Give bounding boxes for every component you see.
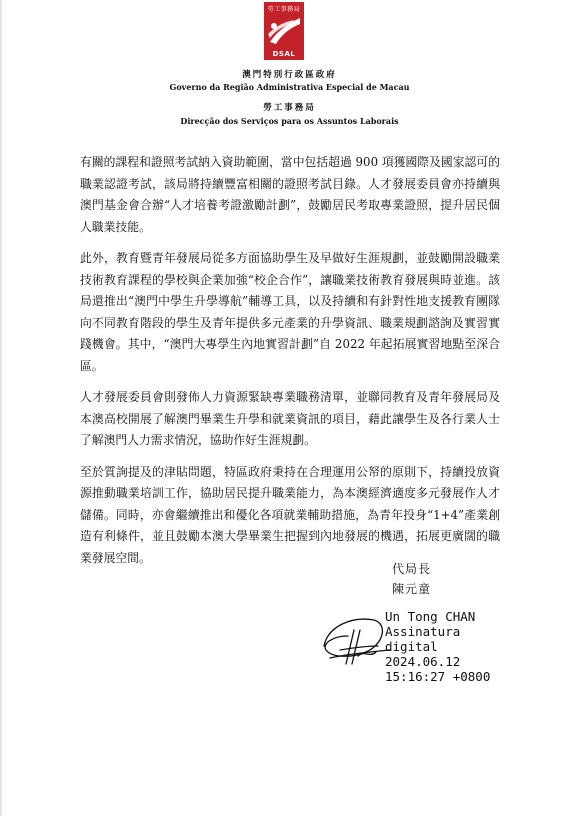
signatory-name: 陳元童 [392, 582, 432, 596]
signatory-title: 代局長 [392, 562, 432, 576]
logo-acronym: DSAL [272, 50, 296, 58]
gov-name-zh: 澳門特別行政區政府 [242, 70, 337, 80]
logo-caption: 勞工事務局 [267, 6, 301, 13]
gov-name-pt: Governo da Região Administrativa Especial de Macau [169, 82, 410, 92]
digital-signature-time: 15:16:27 +0800 [385, 669, 491, 684]
paragraph-2: 此外，教育暨青年發展局從多方面協助學生及早做好生涯規劃，並鼓勵開設職業技術教育課程的學校與企業加強“校企合作”，讓職業技術教育發展與時並進。該局還推出“澳門中學生升學導航”輔導工具，以及持續和有針對性地支援教育團隊向不同教育階段的學生及青年提供多元產業的升學資訊、職業規劃諮詢及實習實踐機會。其中，“澳門大專學生內地實習計劃”自 2022 年起拓展實習地點至深合區。 [80, 251, 500, 373]
paragraph-4: 至於質詢提及的津貼問題，特區政府秉持在合理運用公帑的原則下，持續投放資源推動職業培訓工作，協助居民提升職業能力，為本澳經濟適度多元發展作人才儲備。同時，亦會繼續推出和優化各項就業輔助措施，為青年投身“1+4”產業創造有利條件，並且鼓勵本澳大學畢業生把握到內地發展的機遇，拓展更廣闊的職業發展空間。 [80, 464, 500, 565]
digital-signature-date: 2024.06.12 [385, 654, 461, 669]
digital-signature-label-2: digital [385, 639, 438, 654]
paragraph-3: 人才發展委員會則發佈人力資源緊缺專業職務清單，並聯同教育及青年發展局及本澳高校開展了解澳門畢業生升學和就業資訊的項目，藉此讓學生及各行業人士了解澳門人力需求情況，協助作好生涯規劃。 [80, 390, 500, 447]
digital-signature-label: Assinatura [385, 624, 461, 639]
logo-emblem-icon [264, 12, 304, 50]
paragraph-1: 有關的課程和證照考試納入資助範圍，當中包括超過 900 項獲國際及國家認可的職業認證考試，該局將持續豐富相關的證照考試目錄。人才發展委員會亦持續與澳門基金會合辦“人才培養考證激勵計劃”，鼓勵居民考取專業證照，提升居民個人職業技能。 [80, 155, 500, 234]
dept-name-zh: 勞工事務局 [263, 103, 316, 113]
dsal-logo [264, 2, 304, 60]
digital-signer-name: Un Tong CHAN [385, 609, 476, 624]
letterhead [0, 0, 579, 136]
dept-name-pt: Direcção dos Serviços para os Assuntos Laborais [180, 116, 399, 126]
letter-body [80, 152, 500, 569]
digital-signature-block [385, 609, 555, 684]
